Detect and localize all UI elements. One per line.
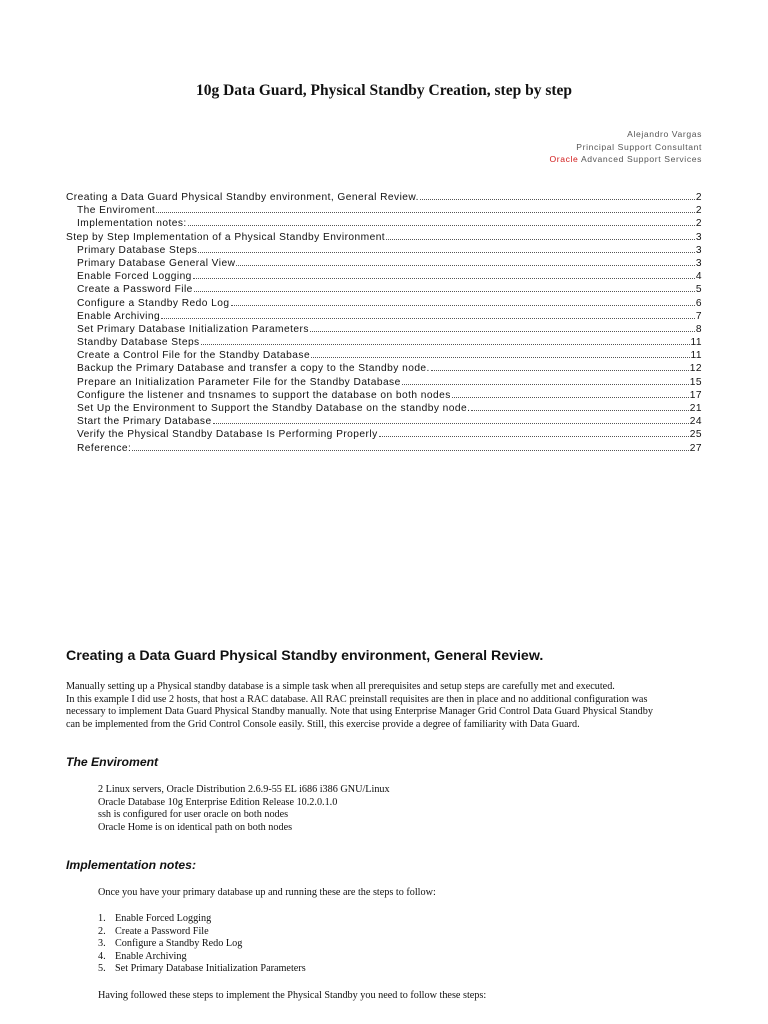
step-text: Create a Password File bbox=[115, 925, 209, 937]
toc-entry-page: 5 bbox=[695, 284, 702, 296]
toc-entry-page: 2 bbox=[695, 218, 702, 230]
toc-entry[interactable] bbox=[66, 309, 702, 322]
toc-entry[interactable] bbox=[66, 256, 702, 269]
toc-entry-title: Primary Database General View bbox=[77, 257, 236, 269]
general-review-paragraph bbox=[66, 681, 706, 731]
toc-entry-page: 15 bbox=[689, 376, 702, 388]
toc-entry-title: Reference: bbox=[77, 442, 132, 454]
toc-entry[interactable] bbox=[66, 427, 702, 440]
implementation-intro: Once you have your primary database up and running these are the steps to follow: bbox=[98, 887, 436, 898]
toc-entry-page: 12 bbox=[689, 363, 702, 375]
toc-entry-page: 25 bbox=[689, 429, 702, 441]
toc-entry-title: Create a Password File bbox=[77, 284, 193, 296]
org-rest: Advanced Support Services bbox=[580, 154, 702, 164]
toc-entry[interactable] bbox=[66, 282, 702, 295]
section-heading-implementation: Implementation notes: bbox=[66, 858, 197, 872]
toc-entry-title: Configure a Standby Redo Log bbox=[77, 297, 230, 309]
step-number: 4. bbox=[98, 950, 106, 962]
toc-leader-dots bbox=[132, 441, 688, 451]
toc-entry[interactable] bbox=[66, 375, 702, 388]
document-title: 10g Data Guard, Physical Standby Creation, step by step bbox=[195, 82, 573, 99]
implementation-closing: Having followed these steps to implement the Physical Standby you need to follow these steps: bbox=[98, 990, 487, 1001]
toc-leader-dots bbox=[188, 216, 695, 226]
toc-entry-title: Primary Database Steps bbox=[77, 244, 198, 256]
paragraph-line: In this example I did use 2 hosts, that host a RAC database. All RAC preinstall requisites are then in place and no additional configuration was bbox=[66, 693, 648, 705]
toc-entry[interactable] bbox=[66, 441, 702, 454]
author-org bbox=[302, 153, 702, 166]
toc-entry-page: 11 bbox=[690, 337, 702, 349]
toc-leader-dots bbox=[452, 388, 689, 398]
toc-entry[interactable] bbox=[66, 203, 702, 216]
toc-leader-dots bbox=[402, 375, 689, 385]
step-item bbox=[98, 951, 306, 964]
toc-leader-dots bbox=[231, 296, 695, 306]
toc-leader-dots bbox=[161, 309, 695, 319]
toc-entry[interactable] bbox=[66, 243, 702, 256]
toc-entry-title: Configure the listener and tnsnames to support the database on both nodes bbox=[77, 389, 451, 401]
environment-item: Oracle Home is on identical path on both nodes bbox=[98, 821, 293, 833]
toc-entry-title: Start the Primary Database bbox=[77, 416, 212, 428]
toc-entry-title: Create a Control File for the Standby Database bbox=[77, 350, 311, 362]
step-item bbox=[98, 963, 306, 976]
step-text: Set Primary Database Initialization Parameters bbox=[115, 963, 306, 975]
paragraph-line: can be implemented from the Grid Control Console easily. Still, this exercise provide a degree of familiarity with Data Guard. bbox=[66, 718, 580, 730]
step-text: Configure a Standby Redo Log bbox=[115, 938, 243, 950]
toc-leader-dots bbox=[213, 414, 689, 424]
step-text: Enable Archiving bbox=[115, 950, 187, 962]
toc-entry-title: Prepare an Initialization Parameter File for the Standby Database bbox=[77, 376, 401, 388]
toc-leader-dots bbox=[420, 190, 695, 200]
step-number: 1. bbox=[98, 913, 106, 924]
toc-entry-title: Set Up the Environment to Support the Standby Database on the standby node. bbox=[77, 403, 471, 414]
toc-entry-title: Enable Archiving bbox=[77, 310, 161, 322]
step-text: Enable Forced Logging bbox=[115, 913, 212, 924]
table-of-contents bbox=[66, 190, 702, 454]
toc-leader-dots bbox=[194, 282, 695, 292]
toc-entry[interactable] bbox=[66, 361, 702, 374]
section-heading-environment: The Enviroment bbox=[66, 755, 159, 769]
toc-entry[interactable] bbox=[66, 190, 702, 203]
paragraph-line: Manually setting up a Physical standby database is a simple task when all prerequisites and setup steps are carefully met and executed. bbox=[66, 681, 615, 692]
toc-entry-page: 3 bbox=[695, 231, 702, 243]
toc-entry-page: 2 bbox=[695, 205, 702, 217]
toc-entry-title: Creating a Data Guard Physical Standby environment, General Review. bbox=[66, 192, 419, 203]
toc-entry-page: 8 bbox=[695, 323, 702, 335]
toc-entry-title: Implementation notes: bbox=[77, 218, 187, 230]
toc-entry-title: Standby Database Steps bbox=[77, 337, 200, 349]
toc-entry-page: 4 bbox=[695, 271, 702, 283]
toc-entry[interactable] bbox=[66, 269, 702, 282]
toc-entry[interactable] bbox=[66, 322, 702, 335]
org-brand: Oracle bbox=[549, 154, 579, 164]
toc-entry-title: Backup the Primary Database and transfer a copy to the Standby node. bbox=[77, 363, 430, 375]
toc-entry-page: 7 bbox=[695, 310, 702, 322]
toc-leader-dots bbox=[471, 401, 688, 411]
toc-entry[interactable] bbox=[66, 348, 702, 361]
toc-entry-page: 3 bbox=[695, 257, 702, 269]
toc-entry-page: 24 bbox=[689, 416, 702, 428]
environment-item: ssh is configured for user oracle on both nodes bbox=[98, 809, 289, 821]
step-number: 5. bbox=[98, 963, 106, 975]
toc-leader-dots bbox=[386, 230, 695, 240]
environment-list bbox=[98, 784, 698, 834]
toc-entry-title: Enable Forced Logging bbox=[77, 271, 192, 283]
paragraph-line: necessary to implement Data Guard Physical Standby manually. Note that using Enterprise Manager Grid Control Data Guard Physical Standby bbox=[66, 706, 653, 717]
toc-leader-dots bbox=[311, 348, 689, 358]
toc-entry[interactable] bbox=[66, 401, 702, 414]
toc-entry[interactable] bbox=[66, 388, 702, 401]
toc-leader-dots bbox=[236, 256, 694, 266]
toc-leader-dots bbox=[201, 335, 690, 345]
toc-entry-page: 11 bbox=[690, 350, 702, 362]
toc-entry[interactable] bbox=[66, 216, 702, 229]
section-heading-general-review: Creating a Data Guard Physical Standby environment, General Review. bbox=[66, 648, 544, 664]
toc-entry-title: Set Primary Database Initialization Parameters bbox=[77, 323, 309, 335]
toc-entry-page: 21 bbox=[689, 403, 702, 414]
author-role: Principal Support Consultant bbox=[576, 141, 702, 152]
toc-entry-page: 17 bbox=[689, 389, 702, 401]
toc-entry[interactable] bbox=[66, 414, 702, 427]
toc-entry-title: Verify the Physical Standby Database Is Performing Properly bbox=[77, 429, 378, 441]
toc-leader-dots bbox=[379, 427, 689, 437]
toc-leader-dots bbox=[431, 361, 689, 371]
toc-entry-title: The Enviroment bbox=[77, 205, 156, 217]
environment-item: Oracle Database 10g Enterprise Edition Release 10.2.0.1.0 bbox=[98, 796, 338, 808]
author-name: Alejandro Vargas bbox=[627, 129, 702, 139]
toc-leader-dots bbox=[193, 269, 695, 279]
toc-entry[interactable] bbox=[66, 230, 702, 243]
toc-leader-dots bbox=[198, 243, 695, 253]
step-item bbox=[98, 938, 306, 951]
toc-leader-dots bbox=[156, 203, 695, 213]
implementation-steps bbox=[98, 913, 306, 976]
step-item bbox=[98, 913, 306, 926]
toc-leader-dots bbox=[310, 322, 695, 332]
step-item bbox=[98, 926, 306, 939]
toc-entry-title: Step by Step Implementation of a Physical Standby Environment bbox=[66, 231, 386, 243]
step-number: 2. bbox=[98, 925, 106, 937]
toc-entry-page: 6 bbox=[695, 297, 702, 309]
toc-entry-page: 3 bbox=[695, 244, 702, 256]
toc-entry-page: 2 bbox=[695, 192, 702, 203]
toc-entry[interactable] bbox=[66, 335, 702, 348]
environment-item: 2 Linux servers, Oracle Distribution 2.6.9-55 EL i686 i386 GNU/Linux bbox=[98, 784, 390, 795]
author-block bbox=[302, 128, 702, 166]
step-number: 3. bbox=[98, 938, 106, 950]
toc-entry[interactable] bbox=[66, 296, 702, 309]
toc-entry-page: 27 bbox=[689, 442, 702, 454]
